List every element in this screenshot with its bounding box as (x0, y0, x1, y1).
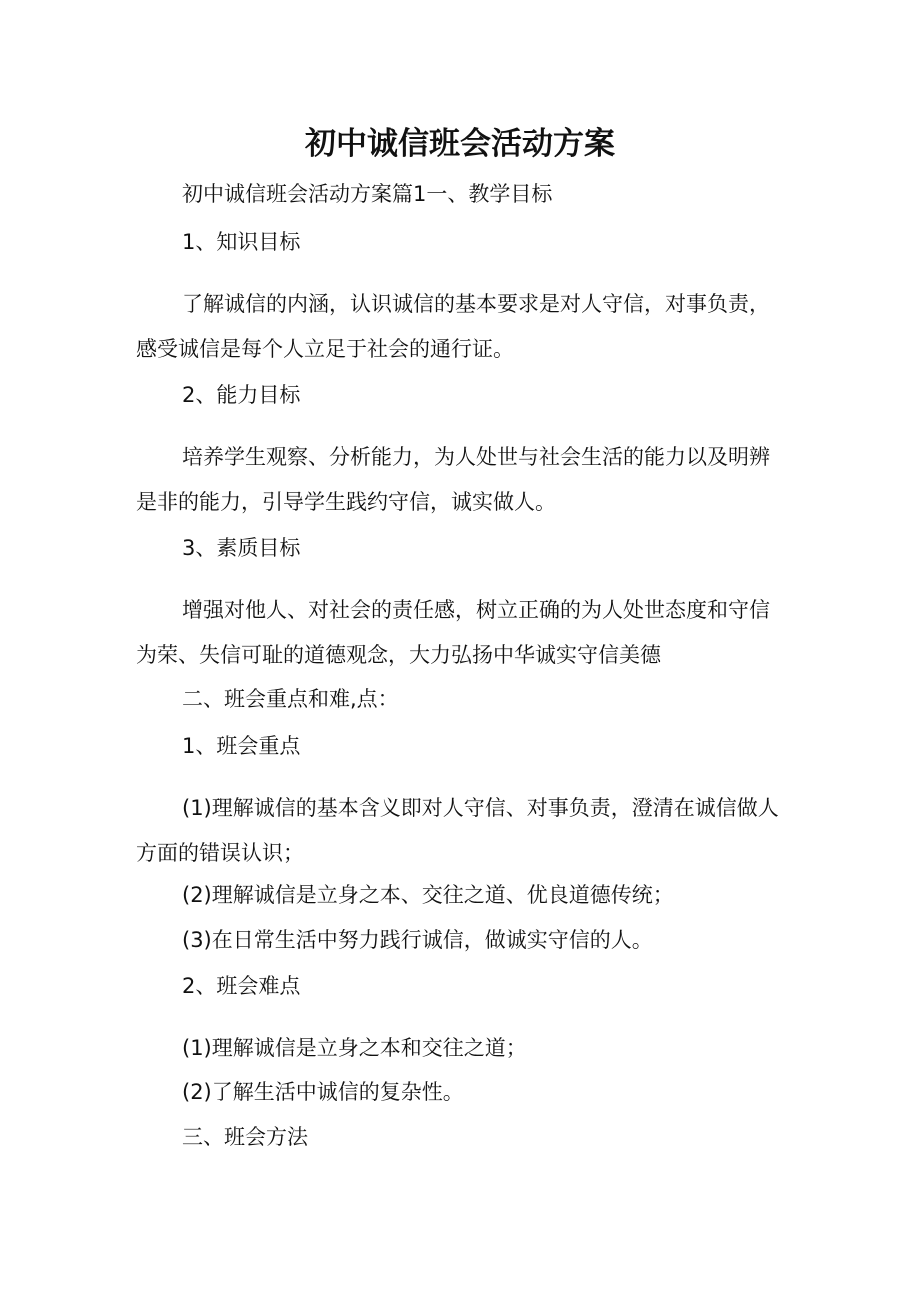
line-ability-text-1: 培养学生观察、分析能力，为人处世与社会生活的能力以及明辨 (182, 445, 770, 469)
line-knowledge-text-1: 了解诚信的内涵，认识诚信的基本要求是对人守信，对事负责， (182, 292, 770, 316)
line-knowledge-goal: 1、知识目标 (182, 230, 301, 254)
line-key-point-3: (3)在日常生活中努力践行诚信，做诚实守信的人。 (182, 928, 653, 952)
line-ability-text-2: 是非的能力，引导学生践约守信，诚实做人。 (136, 490, 556, 514)
line-ability-goal: 2、能力目标 (182, 383, 301, 407)
line-difficulty-2: (2)了解生活中诚信的复杂性。 (182, 1080, 464, 1104)
line-intro-heading: 初中诚信班会活动方案篇1一、教学目标 (182, 182, 553, 206)
line-quality-text-2: 为荣、失信可耻的道德观念，大力弘扬中华诚实守信美德 (136, 643, 661, 667)
line-key-point-1a: (1)理解诚信的基本含义即对人守信、对事负责，澄清在诚信做人 (182, 796, 779, 820)
line-knowledge-text-2: 感受诚信是每个人立足于社会的通行证。 (136, 337, 514, 361)
line-section-two-heading: 二、班会重点和难,点： (182, 687, 399, 711)
line-difficulties-heading: 2、班会难点 (182, 974, 301, 998)
line-key-point-2: (2)理解诚信是立身之本、交往之道、优良道德传统； (182, 883, 674, 907)
line-quality-goal: 3、素质目标 (182, 536, 301, 560)
line-key-point-1b: 方面的错误认识； (136, 841, 304, 865)
line-key-points-heading: 1、班会重点 (182, 734, 301, 758)
line-difficulty-1: (1)理解诚信是立身之本和交往之道； (182, 1036, 527, 1060)
document-title: 初中诚信班会活动方案 (305, 126, 615, 162)
line-section-three-heading: 三、班会方法 (182, 1125, 308, 1149)
line-quality-text-1: 增强对他人、对社会的责任感，树立正确的为人处世态度和守信 (182, 598, 770, 622)
